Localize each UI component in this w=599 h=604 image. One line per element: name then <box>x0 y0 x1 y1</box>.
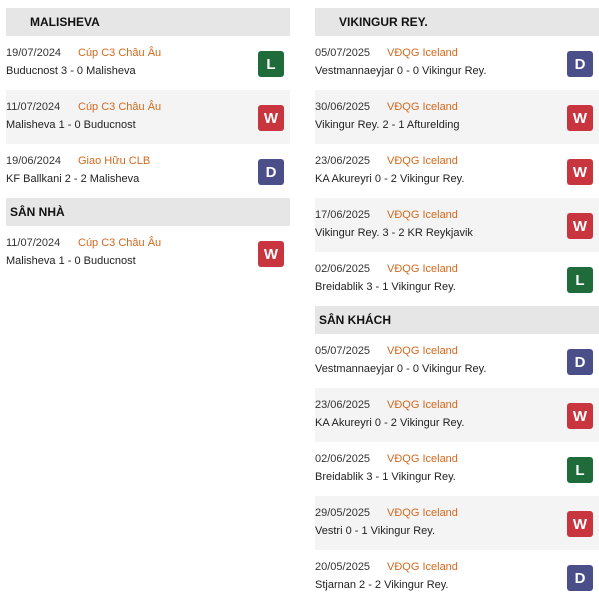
match-score: KA Akureyri 0 - 2 Vikingur Rey. <box>315 173 465 185</box>
recent-matches-list <box>6 36 290 198</box>
match-score: Stjarnan 2 - 2 Vikingur Rey. <box>315 579 449 591</box>
result-badge: W <box>567 511 593 537</box>
match-date: 11/07/2024 <box>6 237 61 249</box>
competition-name: VĐQG Iceland <box>387 47 458 59</box>
match-date: 17/06/2025 <box>315 209 371 221</box>
match-score: Vestri 0 - 1 Vikingur Rey. <box>315 525 436 537</box>
match-date: 20/05/2025 <box>315 561 371 573</box>
home-matches-list <box>6 226 290 280</box>
match-date: 29/05/2025 <box>315 507 371 519</box>
match-row[interactable] <box>315 334 599 388</box>
match-row[interactable] <box>315 198 599 252</box>
match-score: Vikingur Rey. 3 - 2 KR Reykjavik <box>315 227 473 239</box>
match-date: 23/06/2025 <box>315 399 371 411</box>
right-team-column <box>315 8 599 604</box>
match-row[interactable] <box>6 90 290 144</box>
match-score: Vestmannaeyjar 0 - 0 Vikingur Rey. <box>315 363 487 375</box>
result-badge: D <box>258 159 284 185</box>
match-row[interactable] <box>315 36 599 90</box>
competition-name: Giao Hữu CLB <box>78 155 151 167</box>
match-score: Buducnost 3 - 0 Malisheva <box>6 65 136 77</box>
match-date: 19/06/2024 <box>6 155 62 167</box>
competition-name: VĐQG Iceland <box>387 101 458 113</box>
match-row[interactable] <box>315 550 599 604</box>
match-score: Malisheva 1 - 0 Buducnost <box>6 255 136 267</box>
result-badge: W <box>567 403 593 429</box>
result-badge: D <box>567 51 593 77</box>
match-row[interactable] <box>315 252 599 306</box>
competition-name: VĐQG Iceland <box>387 263 458 275</box>
result-badge: D <box>567 565 593 591</box>
match-row[interactable] <box>315 90 599 144</box>
match-date: 19/07/2024 <box>6 47 62 59</box>
result-badge: L <box>258 51 284 77</box>
match-score: KF Ballkani 2 - 2 Malisheva <box>6 173 140 185</box>
result-badge: W <box>567 213 593 239</box>
section-header-away: SÂN KHÁCH <box>315 306 599 334</box>
match-date: 02/06/2025 <box>315 453 371 465</box>
match-date: 30/06/2025 <box>315 101 371 113</box>
result-badge: L <box>567 457 593 483</box>
competition-name: VĐQG Iceland <box>387 507 458 519</box>
match-date: 02/06/2025 <box>315 263 371 275</box>
match-date: 23/06/2025 <box>315 155 371 167</box>
match-date: 05/07/2025 <box>315 47 371 59</box>
competition-name: VĐQG Iceland <box>387 345 458 357</box>
recent-matches-list <box>315 36 599 306</box>
result-badge: W <box>258 105 284 131</box>
competition-name: VĐQG Iceland <box>387 155 458 167</box>
result-badge: L <box>567 267 593 293</box>
match-date: 11/07/2024 <box>6 101 61 113</box>
match-row[interactable] <box>315 442 599 496</box>
result-badge: D <box>567 349 593 375</box>
competition-name: VĐQG Iceland <box>387 209 458 221</box>
left-team-column <box>6 8 290 280</box>
competition-name: VĐQG Iceland <box>387 453 458 465</box>
match-row[interactable] <box>315 496 599 550</box>
match-score: Breidablik 3 - 1 Vikingur Rey. <box>315 281 456 293</box>
match-score: Vestmannaeyjar 0 - 0 Vikingur Rey. <box>315 65 487 77</box>
competition-name: Cúp C3 Châu Âu <box>78 101 162 113</box>
match-row[interactable] <box>6 36 290 90</box>
match-row[interactable] <box>6 144 290 198</box>
away-matches-list <box>315 334 599 604</box>
competition-name: Cúp C3 Châu Âu <box>78 237 162 249</box>
match-score: Vikingur Rey. 2 - 1 Afturelding <box>315 119 460 131</box>
section-header-home: SÂN NHÀ <box>6 198 290 226</box>
team-header: MALISHEVA <box>6 8 290 36</box>
match-row[interactable] <box>315 388 599 442</box>
competition-name: Cúp C3 Châu Âu <box>78 47 162 59</box>
match-date: 05/07/2025 <box>315 345 371 357</box>
match-score: Breidablik 3 - 1 Vikingur Rey. <box>315 471 456 483</box>
competition-name: VĐQG Iceland <box>387 399 458 411</box>
competition-name: VĐQG Iceland <box>387 561 458 573</box>
result-badge: W <box>258 241 284 267</box>
match-row[interactable] <box>6 226 290 280</box>
match-score: KA Akureyri 0 - 2 Vikingur Rey. <box>315 417 465 429</box>
team-header: VIKINGUR REY. <box>315 8 599 36</box>
match-score: Malisheva 1 - 0 Buducnost <box>6 119 136 131</box>
result-badge: W <box>567 159 593 185</box>
match-row[interactable] <box>315 144 599 198</box>
result-badge: W <box>567 105 593 131</box>
